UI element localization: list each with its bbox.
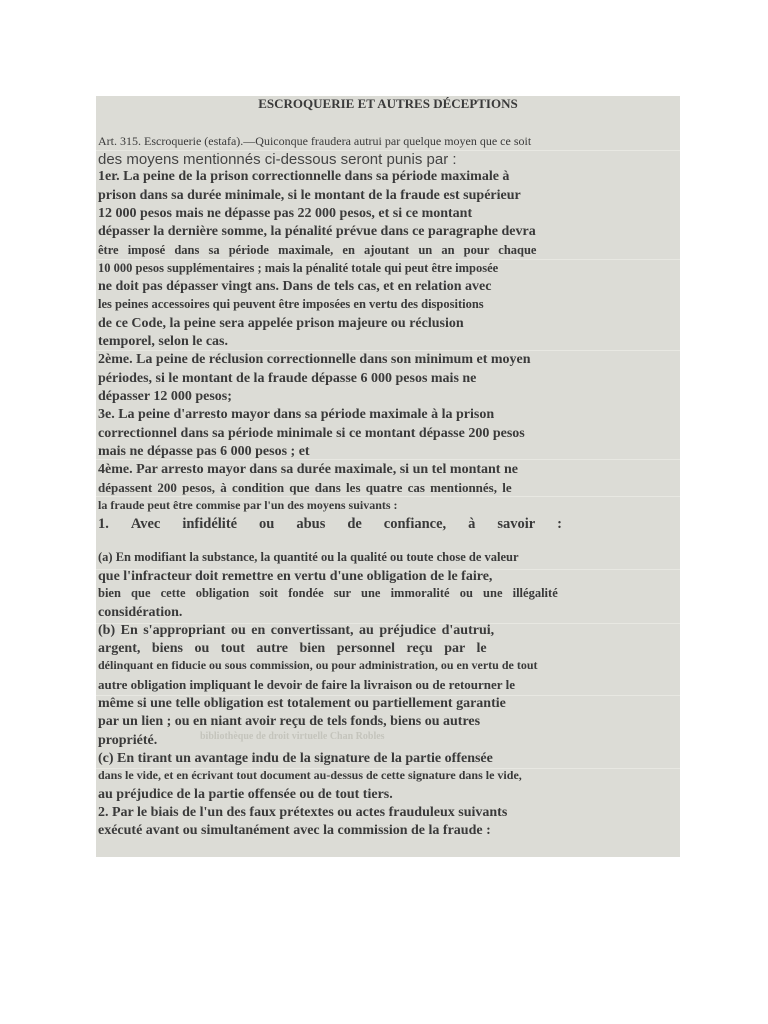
text-line: temporel, selon le cas. bbox=[98, 334, 228, 349]
text-line: que l'infracteur doit remettre en vertu d'une obligation de le faire, bbox=[98, 569, 493, 584]
text-line: dépassent 200 pesos, à condition que dans les quatre cas mentionnés, le bbox=[98, 480, 512, 495]
text-line: 2. Par le biais de l'un des faux prétextes ou actes frauduleux suivants bbox=[98, 805, 508, 820]
row-divider bbox=[96, 496, 680, 497]
word: : bbox=[557, 516, 562, 532]
text-line: correctionnel dans sa période minimale si ce montant dépasse 200 pesos bbox=[98, 426, 525, 441]
text-line: être imposé dans sa période maximale, en ajoutant un an pour chaque bbox=[98, 243, 537, 257]
text-line: autre obligation impliquant le devoir de faire la livraison ou de retourner le bbox=[98, 677, 515, 692]
text-line: périodes, si le montant de la fraude dépasse 6 000 pesos mais ne bbox=[98, 371, 477, 386]
text-line: 4ème. Par arresto mayor dans sa durée maximale, si un tel montant ne bbox=[98, 462, 518, 477]
text-line: (c) En tirant un avantage indu de la signature de la partie offensée bbox=[98, 751, 493, 766]
text-line: exécuté avant ou simultanément avec la commission de la fraude : bbox=[98, 823, 491, 838]
text-line: même si une telle obligation est totalement ou partiellement garantie bbox=[98, 696, 506, 711]
text-line: 10 000 pesos supplémentaires ; mais la pénalité totale qui peut être imposée bbox=[98, 261, 499, 275]
text-line: (b) En s'appropriant ou en convertissant, au préjudice d'autrui, bbox=[98, 623, 495, 638]
text-line: 2ème. La peine de réclusion correctionnelle dans son minimum et moyen bbox=[98, 352, 531, 367]
word: infidélité bbox=[182, 516, 238, 532]
text-line: propriété. bbox=[98, 733, 158, 748]
text-line: argent, biens ou tout autre bien personnel reçu par le bbox=[98, 641, 487, 656]
text-line: par un lien ; ou en niant avoir reçu de tels fonds, biens ou autres bbox=[98, 714, 481, 729]
text-line: ne doit pas dépasser vingt ans. Dans de tels cas, et en relation avec bbox=[98, 279, 492, 294]
word: confiance, bbox=[383, 516, 447, 532]
text-line: 3e. La peine d'arresto mayor dans sa période maximale à la prison bbox=[98, 407, 495, 422]
row-divider bbox=[96, 259, 680, 260]
text-line: dépasser la dernière somme, la pénalité prévue dans ce paragraphe devra bbox=[98, 224, 536, 239]
row-divider bbox=[96, 350, 680, 351]
word: ou bbox=[259, 516, 275, 532]
word: à bbox=[468, 516, 476, 532]
text-line: mais ne dépasse pas 6 000 pesos ; et bbox=[98, 444, 310, 459]
text-line: de ce Code, la peine sera appelée prison majeure ou réclusion bbox=[98, 316, 464, 331]
word: Avec bbox=[130, 516, 161, 532]
text-line: dans le vide, et en écrivant tout document au-dessus de cette signature dans le vide, bbox=[98, 768, 522, 782]
text-line: prison dans sa durée minimale, si le montant de la fraude est supérieur bbox=[98, 188, 521, 203]
word: savoir bbox=[497, 516, 536, 532]
word: 1. bbox=[98, 516, 109, 532]
justified-line bbox=[98, 517, 562, 532]
watermark: bibliothèque de droit virtuelle Chan Robles bbox=[200, 731, 385, 742]
article-intro: Art. 315. Escroquerie (estafa).—Quiconque fraudera autrui par quelque moyen que ce soit bbox=[98, 134, 532, 148]
document-title: ESCROQUERIE ET AUTRES DÉCEPTIONS bbox=[258, 96, 518, 111]
text-line: délinquant en fiducie ou sous commission, ou pour administration, ou en vertu de tout bbox=[98, 658, 538, 672]
text-line: la fraude peut être commise par l'un des moyens suivants : bbox=[98, 498, 398, 512]
text-line: dépasser 12 000 pesos; bbox=[98, 389, 232, 404]
text-line: les peines accessoires qui peuvent être imposées en vertu des dispositions bbox=[98, 297, 484, 311]
row-divider bbox=[96, 459, 680, 460]
word: de bbox=[347, 516, 362, 532]
text-line: 1er. La peine de la prison correctionnelle dans sa période maximale à bbox=[98, 169, 510, 184]
article-intro-continued: des moyens mentionnés ci-dessous seront punis par : bbox=[98, 151, 457, 168]
text-line: (a) En modifiant la substance, la quantité ou la qualité ou toute chose de valeur bbox=[98, 550, 519, 564]
text-line: au préjudice de la partie offensée ou de tout tiers. bbox=[98, 787, 393, 802]
text-line: bien que cette obligation soit fondée sur une immoralité ou une illégalité bbox=[98, 586, 558, 600]
text-line: 12 000 pesos mais ne dépasse pas 22 000 pesos, et si ce montant bbox=[98, 206, 473, 221]
word: abus bbox=[296, 516, 326, 532]
text-line: considération. bbox=[98, 605, 183, 620]
